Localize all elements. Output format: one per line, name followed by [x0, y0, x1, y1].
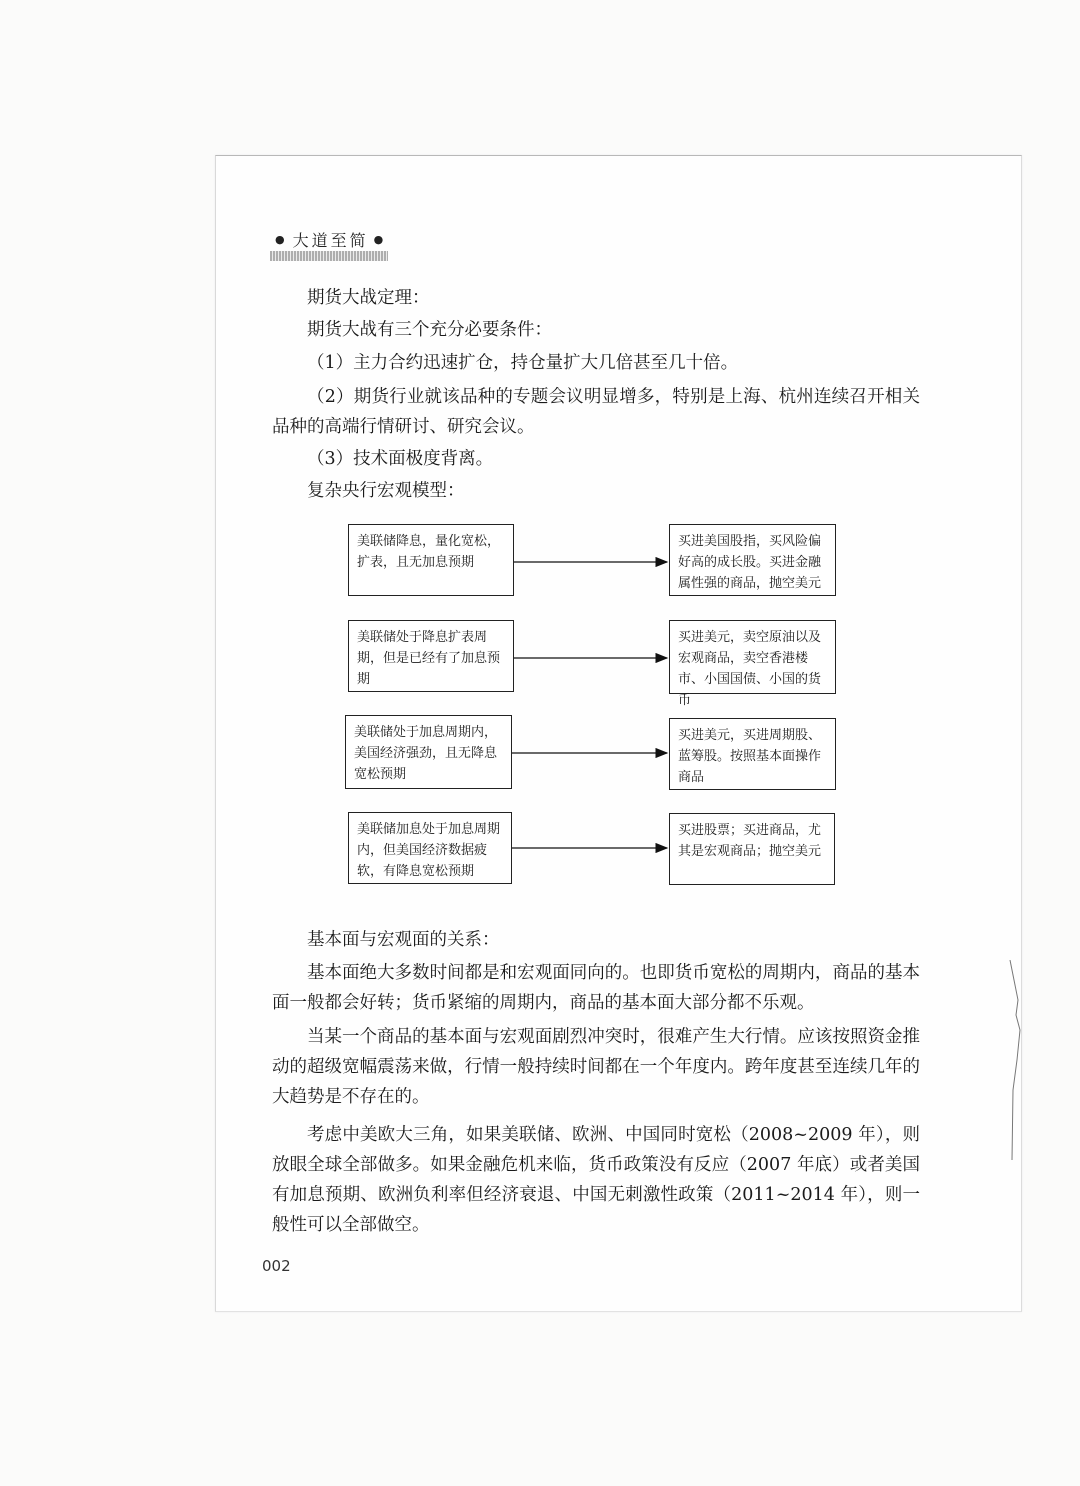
diagram-condition-box-2: 美联储处于降息扩表周期，但是已经有了加息预期: [348, 620, 514, 692]
paragraph-5: （3）技术面极度背离。: [307, 449, 494, 469]
diagram-action-box-4: 买进股票；买进商品，尤其是宏观商品；抛空美元: [669, 813, 835, 885]
diagram-action-box-1: 买进美国股指，买风险偏好高的成长股。买进金融属性强的商品，抛空美元: [669, 524, 836, 596]
paragraph-1: 期货大战定理：: [307, 288, 430, 308]
header-dot-right: ●: [373, 233, 387, 246]
diagram-condition-box-3: 美联储处于加息周期内，美国经济强劲，且无降息宽松预期: [345, 715, 512, 789]
paragraph-2: 期货大战有三个充分必要条件：: [307, 320, 552, 340]
header-dot-left: ●: [275, 233, 288, 246]
diagram-action-box-2: 买进美元，卖空原油以及宏观商品，卖空香港楼市、小国国债、小国的货币: [669, 620, 836, 694]
section2-paragraph-1: 基本面绝大多数时间都是和宏观面同向的。也即货币宽松的周期内，商品的基本面一般都会好转；货币紧缩的周期内，商品的基本面大部分都不乐观。: [272, 963, 920, 1013]
diagram-action-box-3: 买进美元，买进周期股、蓝筹股。按照基本面操作商品: [669, 718, 836, 790]
page-edge-fold: [1008, 960, 1022, 1160]
header-title: 大道至简: [292, 231, 369, 250]
header-decoration-bar: [270, 251, 388, 261]
paragraph-3: （1）主力合约迅速扩仓，持仓量扩大几倍甚至几十倍。: [307, 353, 739, 373]
section2-paragraph-2: 当某一个商品的基本面与宏观面剧烈冲突时，很难产生大行情。应该按照资金推动的超级宽幅震荡来做，行情一般持续时间都在一个年度内。跨年度甚至连续几年的大趋势是不存在的。: [272, 1027, 920, 1107]
diagram-condition-box-4: 美联储加息处于加息周期内，但美国经济数据疲软，有降息宽松预期: [348, 812, 512, 884]
running-header: [270, 228, 391, 251]
paragraph-4: （2）期货行业就该品种的专题会议明显增多，特别是上海、杭州连续召开相关品种的高端行情研讨、研究会议。: [272, 387, 920, 437]
section2-paragraph-3: 考虑中美欧大三角，如果美联储、欧洲、中国同时宽松（2008~2009 年），则放眼全球全部做多。如果金融危机来临，货币政策没有反应（2007 年底）或者美国有加息预期、欧洲负利率但经济衰退、中国无刺激性政策（2011~2014 年），则一般性可以全部做空。: [272, 1125, 920, 1235]
page-number: 002: [262, 1257, 291, 1275]
section2-title: 基本面与宏观面的关系：: [307, 930, 500, 950]
paragraph-6: 复杂央行宏观模型：: [307, 481, 465, 501]
diagram-condition-box-1: 美联储降息，量化宽松，扩表，且无加息预期: [348, 524, 514, 596]
